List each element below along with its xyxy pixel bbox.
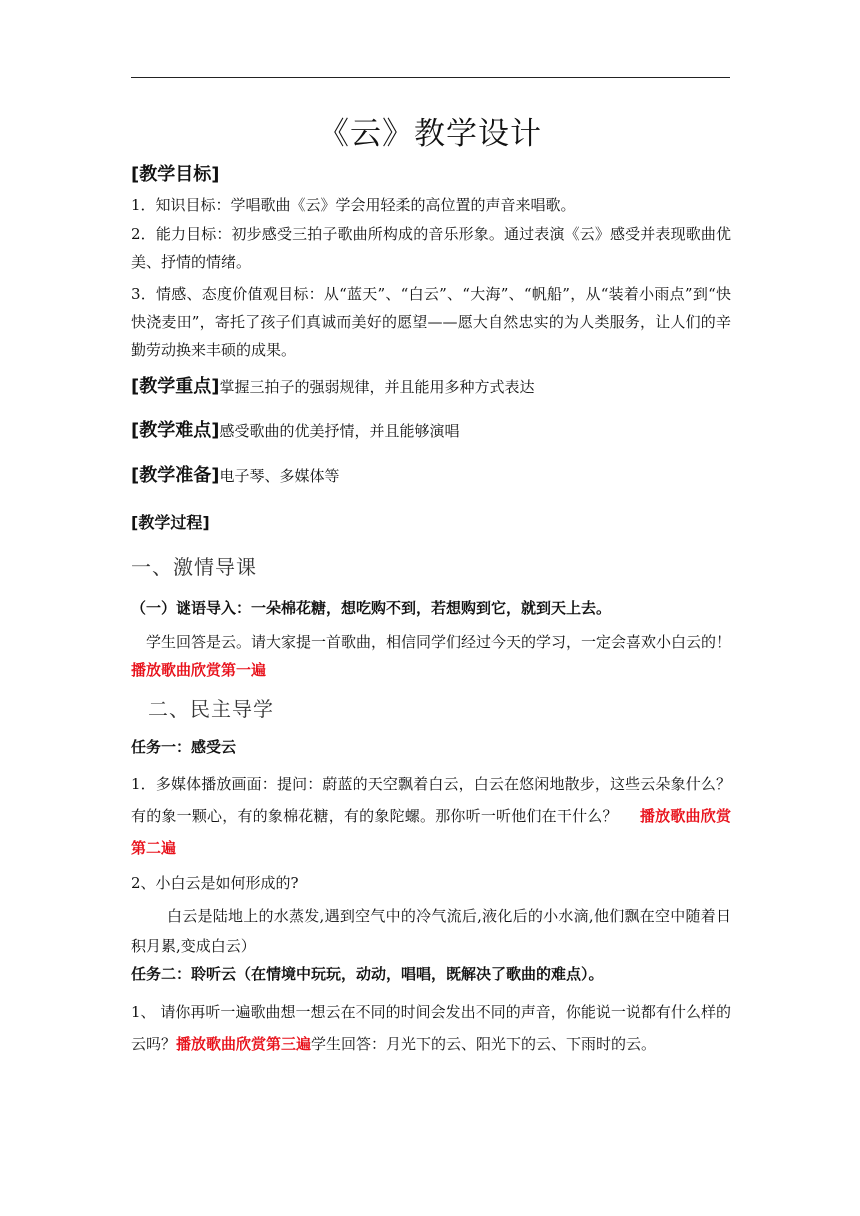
play-first-label: 播放歌曲欣赏第一遍: [131, 661, 267, 679]
part1-para-text: 学生回答是云。请大家提一首歌曲，相信同学们经过今天的学习，一定会喜欢小白云的！: [146, 633, 732, 651]
riddle-text: ：一朵棉花糖，想吃购不到，若想购到它，就到天上去。: [236, 599, 612, 617]
riddle-line: [131, 597, 731, 618]
goal-item-3: 3．情感、态度价值观目标：从“蓝天”、“白云”、“大海”、“帆船”，从“装着小雨点”到“快快浇麦田”，寄托了孩子们真诚而美好的愿望——愿大自然忠实的为人类服务，让人们的辛勤劳动换来丰硕的成果。: [131, 285, 731, 359]
difficulty-text: 感受歌曲的优美抒情，并且能够演唱: [219, 422, 460, 440]
play-second-label: 播放歌曲欣赏第二遍: [131, 807, 731, 857]
process-heading: [教学过程]: [131, 513, 210, 532]
key-point-text: 掌握三拍子的强弱规律，并且能用多种方式表达: [219, 378, 535, 396]
page-title: 《云》教学设计: [318, 116, 542, 152]
prep-heading: [教学准备]: [131, 465, 220, 486]
goals-heading: [教学目标]: [131, 164, 220, 185]
part1-heading: 一、激情导课: [131, 555, 257, 579]
task1-item1: [131, 768, 731, 864]
goal-item-1: 1．知识目标：学唱歌曲《云》学会用轻柔的高位置的声音来唱歌。: [131, 196, 576, 214]
difficulty-heading: [教学难点]: [131, 420, 220, 441]
part2-heading: 二、民主导学: [148, 697, 274, 721]
task2-item1-text-b: 学生回答：月光下的云、阳光下的云、下雨时的云。: [311, 1035, 657, 1053]
play-third-label: 播放歌曲欣赏第三遍: [176, 1035, 312, 1053]
task1-para: 白云是陆地上的水蒸发,遇到空气中的冷气流后,液化后的小水滴,他们飘在空中随着日积月累,变成白云）: [131, 907, 731, 955]
riddle-label: （一）谜语导入: [131, 599, 237, 617]
prep-line: [131, 461, 731, 487]
prep-text: 电子琴、多媒体等: [219, 467, 340, 485]
task1-item1-text: 1．多媒体播放画面：提问：蔚蓝的天空飘着白云，白云在悠闲地散步，这些云朵象什么？有的象一颗心，有的象棉花糖，有的象陀螺。那你听一听他们在干什么？: [131, 775, 731, 825]
task2-heading: 任务二：聆听云（在情境中玩玩，动动，唱唱，既解决了歌曲的难点）。: [131, 965, 604, 983]
task2-item1: [131, 996, 731, 1060]
goal-item-2: 2．能力目标：初步感受三拍子歌曲所构成的音乐形象。通过表演《云》感受并表现歌曲优美、抒情的情绪。: [131, 225, 731, 271]
key-point-line: [131, 372, 731, 398]
header-rule: [131, 77, 730, 78]
key-point-heading: [教学重点]: [131, 376, 220, 397]
task1-item2: 2、小白云是如何形成的?: [131, 874, 299, 892]
difficulty-line: [131, 416, 731, 442]
task1-heading: 任务一：感受云: [131, 738, 237, 756]
part1-para: [131, 628, 731, 684]
task2-item1-text-a: 1、 请你再听一遍歌曲想一想云在不同的时间会发出不同的声音，你能说一说都有什么样的云吗？: [131, 1003, 731, 1053]
